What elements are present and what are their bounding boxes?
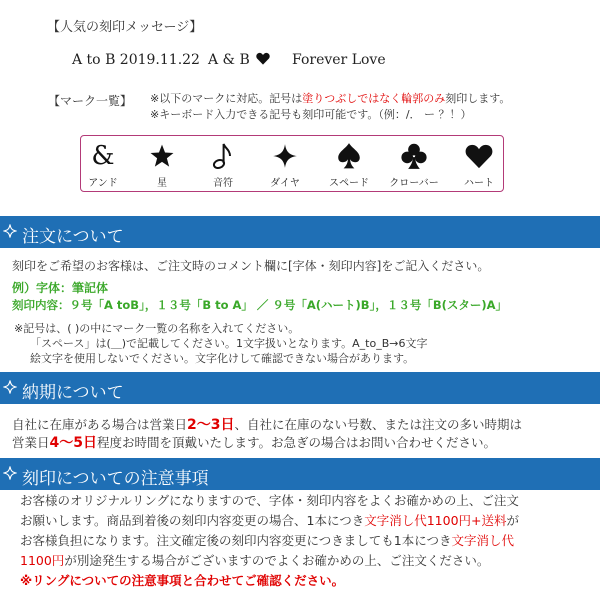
music-note-icon [197, 141, 249, 171]
sparkle-diamond-icon [259, 141, 311, 171]
mark-list-box [80, 135, 504, 192]
sparkle-diamond-icon-svg [272, 143, 298, 169]
caution-line-4-suffix: が別途発生する場合がございますのでよくお確かめの上、ご注文ください。 [64, 553, 490, 568]
mark-note-outline-suffix: 刻印します。 [445, 92, 511, 105]
caution-line-4 [20, 551, 489, 571]
caution-line-1: お客様のオリジナルリングになりますので、字体・刻印内容をよくお確かめの上、ご注文 [20, 493, 519, 508]
delivery-line-2-prefix: 営業日 [12, 435, 50, 450]
mark-notes [150, 91, 510, 123]
sample-message-initials [208, 52, 270, 68]
spade-icon-svg [336, 142, 362, 170]
clover-icon [384, 141, 444, 171]
section-order-header [0, 216, 600, 248]
mark-item-and [77, 141, 129, 189]
sparkle-icon [3, 224, 17, 238]
section-caution-title: 刻印についての注意事項 [22, 469, 209, 489]
mark-label-note: 音符 [213, 178, 233, 189]
caution-line-2 [20, 511, 519, 531]
heart-icon-svg [465, 143, 493, 169]
sparkle-icon [3, 466, 17, 480]
caution-fee-1: 文字消し代1100円+送料 [364, 513, 507, 528]
clover-icon-svg [400, 142, 428, 170]
heart-icon [453, 141, 505, 171]
ampersand-symbol: & [91, 141, 115, 171]
mark-item-diamond [259, 141, 311, 189]
mark-item-clover [384, 141, 444, 189]
caution-line-5: ※リングについての注意事項と合わせてご確認ください。 [20, 573, 345, 588]
delivery-line-1-suffix: 、自社に在庫のない号数、または注文の多い時期は [234, 417, 523, 432]
mark-label-star: 星 [157, 178, 167, 189]
mark-note-outline-prefix: ※以下のマークに対応。記号は [150, 92, 303, 105]
order-note-symbol: ※記号は、( )の中にマーク一覧の名称を入れてください。 [14, 322, 300, 335]
caution-line-2-prefix: お願いします。商品到着後の刻印内容変更の場合、1本につき [20, 513, 365, 528]
mark-note-keyboard: ※キーボード入力できる記号も刻印可能です。（例：/． ー ？！） [150, 108, 472, 121]
mark-list-label: 【マーク一覧】 [48, 94, 133, 108]
delivery-line-1 [12, 415, 522, 435]
section-delivery-title: 納期について [22, 383, 124, 403]
mark-item-note [197, 141, 249, 189]
caution-fee-2b: 1100円 [20, 553, 65, 568]
mark-item-star [136, 141, 188, 189]
sample-message-forever: Forever Love [292, 52, 386, 68]
order-note-emoji: 絵文字を使用しないでください。文字化けして確認できない場合があります。 [30, 352, 415, 365]
sparkle-icon [3, 380, 17, 394]
popular-messages-title: 【人気の刻印メッセージ】 [47, 20, 203, 35]
mark-label-spade: スペード [329, 178, 369, 189]
star-icon [136, 141, 188, 171]
mark-item-spade [323, 141, 375, 189]
caution-fee-2a: 文字消し代 [451, 533, 514, 548]
delivery-line-1-prefix: 自社に在庫がある場合は営業日 [12, 417, 188, 432]
delivery-days-instock: 2〜3日 [187, 417, 235, 433]
delivery-days-nostock: 4〜5日 [49, 435, 97, 451]
heart-icon [256, 52, 270, 65]
sample-message-initials-text: A & B [208, 52, 250, 68]
spade-icon [323, 141, 375, 171]
mark-item-heart [453, 141, 505, 189]
caution-line-2-suffix: が [506, 513, 520, 528]
mark-label-clover: クローバー [389, 178, 439, 189]
sample-message-date: A to B 2019.11.22 [72, 52, 200, 68]
caution-line-3-prefix: お客様負担になります。注文確定後の刻印内容変更につきましても1本につき [20, 533, 452, 548]
delivery-line-2-suffix: 程度お時間を頂戴いたします。お急ぎの場合はお問い合わせください。 [97, 435, 497, 450]
order-intro: 刻印をご希望のお客様は、ご注文時のコメント欄に[字体・刻印内容]をご記入ください。 [12, 259, 490, 273]
delivery-line-2 [12, 433, 496, 453]
order-example-content: 刻印内容：９号「A toB」，１３号「B to A」 ／ ９号「A(ハート)B」，１３号「B(スター)A」 [12, 298, 507, 312]
ampersand-icon [77, 141, 129, 171]
mark-note-outline-red: 塗りつぶしではなく輪郭のみ [302, 92, 446, 105]
order-example-font: 例）字体：筆記体 [12, 281, 109, 295]
mark-label-diamond: ダイヤ [270, 178, 300, 189]
caution-line-3 [20, 531, 514, 551]
music-note-icon-svg [211, 142, 235, 170]
section-caution-header [0, 458, 600, 490]
star-icon-svg [149, 143, 175, 169]
mark-note-outline [150, 91, 510, 107]
mark-label-and: アンド [88, 178, 118, 189]
section-delivery-header [0, 372, 600, 404]
mark-label-heart: ハート [464, 178, 494, 189]
order-note-space: 「スペース」は(＿)で記載してください。1文字扱いとなります。A_to_B→6文字 [30, 337, 428, 350]
section-order-title: 注文について [22, 227, 124, 247]
